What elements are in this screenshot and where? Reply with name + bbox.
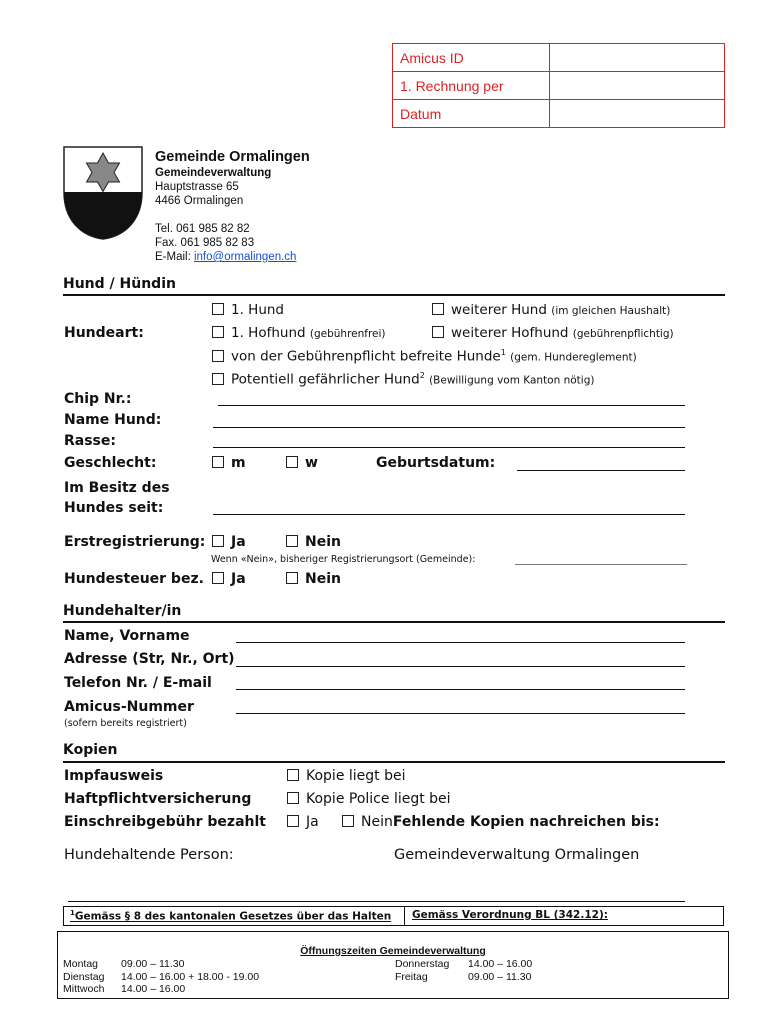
option-label: Ja [231,571,246,587]
haft-option[interactable] [287,791,451,807]
steuer-nein[interactable] [286,571,341,587]
name-vorname-label: Name, Vorname [64,628,190,644]
hours-right [395,958,532,983]
registrierungsort-input-line[interactable] [515,564,687,565]
option-label: 1. Hofhund [231,325,306,341]
erstreg-ja[interactable] [212,534,246,550]
email-link[interactable]: info@ormalingen.ch [193,251,297,263]
option-1-hund[interactable] [212,302,284,318]
street: Hauptstrasse 65 [155,181,239,193]
option-label: Nein [361,814,393,830]
option-label: Nein [305,571,341,587]
hours-day: Dienstag [63,970,105,983]
hours-left [63,958,259,996]
amicus-id-field[interactable] [550,44,725,72]
rasse-label: Rasse: [64,433,116,449]
option-weiterer-hofhund[interactable] [432,325,674,341]
geburtsdatum-label: Geburtsdatum: [376,455,496,471]
opening-hours-box [57,931,729,999]
option-label: weiterer Hofhund [451,325,569,341]
amicus-box [392,43,725,128]
chip-label: Chip Nr.: [64,391,132,407]
option-label: Potentiell gefährlicher Hund [231,371,420,388]
name-hund-input-line[interactable] [213,427,685,428]
hours-time: 14.00 – 16.00 [468,958,533,970]
hours-row [63,971,259,984]
footnote-box [63,906,724,926]
amicus-note: (sofern bereits registriert) [64,718,187,729]
tel: Tel. 061 985 82 82 [155,223,250,235]
option-label: Ja [306,814,319,830]
gebuehr-label: Einschreibgebühr bezahlt [64,814,266,830]
hours-row [63,958,259,971]
hours-day: Freitag [395,970,428,983]
email-line [155,250,310,264]
steuer-ja[interactable] [212,571,246,587]
impf-label: Impfausweis [64,768,164,784]
option-befreit[interactable] [212,348,637,365]
footnote-text: Gemäss § 8 des kantonalen Gesetzes über das Halten [74,910,392,923]
option-label: Kopie Police liegt bei [306,791,451,807]
option-m[interactable] [212,455,246,471]
footnote-ref: 2 [419,371,425,380]
haft-label: Haftpflichtversicherung [64,791,252,807]
checkbox[interactable] [286,535,298,547]
checkbox[interactable] [212,373,224,385]
amicus-row [393,72,725,100]
rechnung-field[interactable] [550,72,725,100]
hours-row [395,958,532,971]
fax: Fax. 061 985 82 83 [155,237,255,249]
hours-time: 14.00 – 16.00 [121,983,186,995]
chip-input-line[interactable] [218,405,685,406]
footnote-2: Gemäss Verordnung BL (342.12): [412,909,608,921]
option-note: (gebührenfrei) [309,328,386,340]
checkbox[interactable] [212,350,224,362]
telefon-label: Telefon Nr. / E-mail [64,675,212,691]
address-block [155,148,310,264]
dept-name: Gemeindeverwaltung [155,167,272,179]
erstreg-nein[interactable] [286,534,341,550]
besitz-label-2: Hundes seit: [64,500,164,516]
org-name: Gemeinde Ormalingen [155,149,310,165]
option-hofhund[interactable] [212,325,386,341]
checkbox[interactable] [212,572,224,584]
checkbox[interactable] [287,815,299,827]
hours-row [395,971,532,984]
option-label: Kopie liegt bei [306,768,406,784]
gebuehr-ja[interactable] [287,814,319,830]
amicus-row [393,100,725,128]
checkbox[interactable] [286,572,298,584]
option-label: weiterer Hund [451,302,547,318]
hours-time: 14.00 – 16.00 + 18.00 - 19.00 [121,970,260,983]
option-gefaehrlich[interactable] [212,371,594,388]
adresse-label: Adresse (Str, Nr., Ort) [64,651,235,667]
divider [63,761,725,763]
impf-option[interactable] [287,768,406,784]
hours-day: Montag [63,958,99,970]
coat-of-arms-logo [63,146,143,240]
geschlecht-label: Geschlecht: [64,455,157,471]
section-title-kopien: Kopien [63,742,118,758]
option-label: Ja [231,534,246,550]
option-note: (Bewilligung vom Kanton nötig) [429,374,595,387]
option-note: (gebührenpflichtig) [572,328,674,340]
hours-day: Donnerstag [395,958,450,970]
hundeart-label: Hundeart: [64,325,144,341]
amicus-nummer-label: Amicus-Nummer [64,699,194,715]
datum-field[interactable] [550,100,725,128]
besitz-label-1: Im Besitz des [64,480,170,496]
telefon-input-line[interactable] [236,689,685,690]
option-label: 1. Hund [231,302,285,318]
option-note: (im gleichen Haushalt) [551,305,671,317]
checkbox[interactable] [212,456,224,468]
signature-label-gemeinde: Gemeindeverwaltung Ormalingen [394,847,640,863]
gebuehr-nein[interactable] [342,814,660,830]
checkbox[interactable] [432,326,444,338]
checkbox[interactable] [212,535,224,547]
hours-time: 09.00 – 11.30 [468,970,532,983]
amicus-row [393,44,725,72]
wenn-nein-note: Wenn «Nein», bisheriger Registrierungsort (Gemeinde): [211,554,476,565]
hours-row [63,983,259,996]
option-note: (gem. Hundereglement) [510,351,637,364]
fehlende-kopien-label: Fehlende Kopien nachreichen bis: [392,814,660,830]
option-label: w [305,455,318,471]
checkbox[interactable] [286,456,298,468]
signature-line [68,901,685,902]
hours-title: Öffnungszeiten Gemeindeverwaltung [300,945,486,957]
steuer-label: Hundesteuer bez. [64,571,204,587]
erstreg-label: Erstregistrierung: [64,534,206,550]
option-label: m [231,455,246,471]
footnote-1 [70,909,391,923]
besitz-input-line[interactable] [213,514,685,515]
datum-label: Datum [393,100,550,128]
hours-time: 09.00 – 11.30 [121,958,185,970]
checkbox[interactable] [212,326,224,338]
footnote-ref: 1 [70,909,75,917]
footnote-ref: 1 [500,348,506,357]
divider [404,907,405,925]
city: 4466 Ormalingen [155,195,244,207]
name-hund-label: Name Hund: [64,412,162,428]
email-prefix: E-Mail: [155,251,194,263]
section-title-halter: Hundehalter/in [63,603,182,619]
option-w[interactable] [286,455,318,471]
option-label: von der Gebührenpflicht befreite Hunde [231,348,501,365]
checkbox[interactable] [287,792,299,804]
signature-label-halter: Hundehaltende Person: [64,847,234,863]
option-weiterer-hund[interactable] [432,302,670,318]
section-title-hund: Hund / Hündin [63,276,176,292]
hours-day: Mittwoch [63,983,105,995]
rechnung-label: 1. Rechnung per [393,72,550,100]
adresse-input-line[interactable] [236,666,685,667]
amicus-nummer-input-line[interactable] [236,713,685,714]
divider [63,621,725,623]
geburtsdatum-input-line[interactable] [517,470,685,471]
option-label: Nein [305,534,341,550]
checkbox[interactable] [212,303,224,315]
checkbox[interactable] [432,303,444,315]
checkbox[interactable] [287,769,299,781]
divider [63,294,725,296]
name-vorname-input-line[interactable] [236,642,685,643]
checkbox[interactable] [342,815,354,827]
amicus-id-label: Amicus ID [393,44,550,72]
rasse-input-line[interactable] [213,447,685,448]
